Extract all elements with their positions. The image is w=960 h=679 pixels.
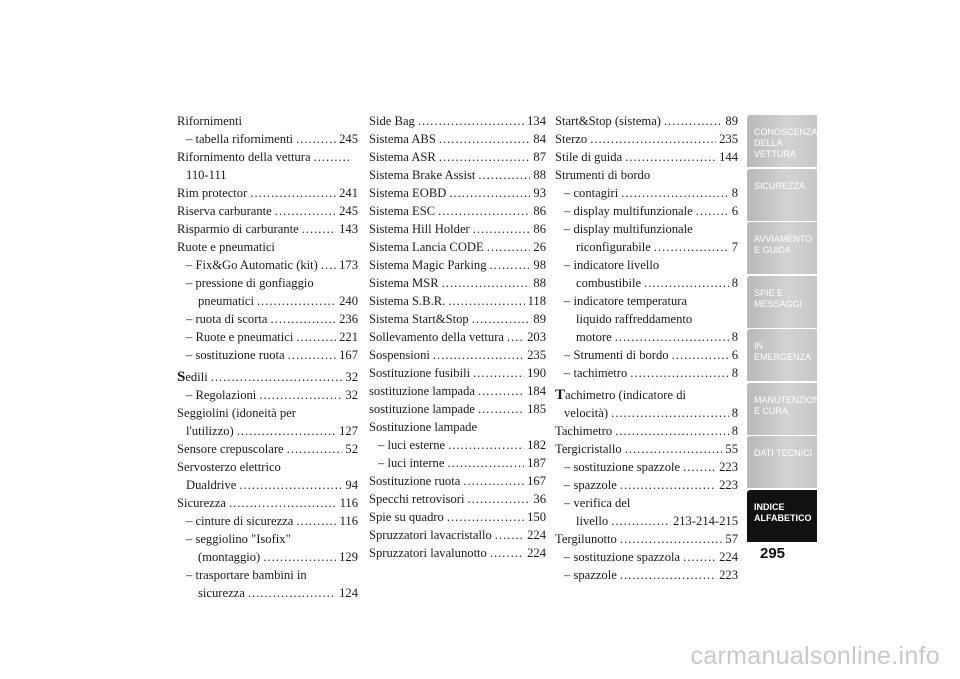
entry-text: Tachimetro (indicatore di — [555, 387, 687, 403]
entry-page: 213-214-215 — [672, 514, 738, 528]
entry-text: Spie su quadro — [369, 510, 444, 524]
leader-dots — [257, 292, 336, 310]
index-entry — [555, 566, 738, 584]
leader-dots — [442, 274, 531, 292]
leader-dots — [473, 220, 531, 238]
entry-page: 187 — [527, 456, 546, 470]
index-entry — [177, 220, 358, 238]
leader-dots — [302, 220, 336, 238]
leader-dots — [478, 400, 524, 418]
entry-text: Tergilunotto — [555, 532, 617, 546]
section-tab[interactable]: SICUREZZA — [747, 169, 817, 221]
entry-text: Sospensioni — [369, 348, 430, 362]
index-entry — [177, 404, 358, 440]
entry-page: 223 — [719, 478, 738, 492]
leader-dots — [620, 476, 716, 494]
index-entry — [369, 256, 546, 274]
entry-text: – seggiolino "Isofix" — [186, 532, 291, 546]
index-entry — [555, 476, 738, 494]
entry-text: – trasportare bambini in — [186, 568, 307, 582]
entry-text: – tabella rifornimenti — [186, 132, 294, 146]
entry-text: Rifornimento della vettura — [177, 150, 311, 164]
entry-page: 245 — [339, 132, 358, 146]
leader-dots — [611, 404, 729, 422]
entry-page: 7 — [731, 240, 738, 254]
entry-text: – Strumenti di bordo — [564, 348, 669, 362]
entry-page: 89 — [725, 114, 738, 128]
leader-dots — [418, 112, 524, 130]
index-entry — [369, 112, 546, 130]
entry-page: 173 — [339, 258, 358, 272]
leader-dots — [288, 346, 336, 364]
entry-text: – Regolazioni — [186, 388, 257, 402]
index-entry — [555, 530, 738, 548]
entry-page: 167 — [527, 474, 546, 488]
index-entry — [555, 148, 738, 166]
leader-dots — [654, 238, 729, 256]
leader-dots — [447, 454, 524, 472]
index-entry — [555, 130, 738, 148]
index-entry — [177, 148, 358, 184]
index-entry — [177, 328, 358, 346]
index-entry — [177, 202, 358, 220]
entry-page: 185 — [527, 402, 546, 416]
entry-page: 52 — [345, 442, 358, 456]
section-tab[interactable]: SPIE E MESSAGGI — [747, 276, 817, 328]
index-entry — [369, 274, 546, 292]
leader-dots — [495, 526, 524, 544]
index-entry — [369, 346, 546, 364]
leader-dots — [615, 422, 729, 440]
index-entry — [177, 130, 358, 148]
leader-dots — [683, 458, 716, 476]
leader-dots — [490, 256, 531, 274]
entry-page: 8 — [731, 186, 738, 200]
entry-page: 127 — [339, 424, 358, 438]
entry-page: 223 — [719, 568, 738, 582]
index-entry — [369, 436, 546, 454]
entry-text: Sistema ABS — [369, 132, 436, 146]
entry-text: Side Bag — [369, 114, 415, 128]
page-number: 295 — [760, 545, 786, 562]
leader-dots — [683, 548, 716, 566]
entry-text: Specchi retrovisori — [369, 492, 465, 506]
entry-page: 116 — [339, 496, 358, 510]
entry-text: – sostituzione ruota — [186, 348, 285, 362]
entry-text: Sistema Lancia CODE — [369, 240, 484, 254]
entry-page: 116 — [339, 514, 358, 528]
index-entry — [369, 148, 546, 166]
leader-dots — [611, 512, 670, 530]
entry-text: Ruote e pneumatici — [177, 240, 275, 254]
entry-text: sostituzione lampade — [369, 402, 475, 416]
leader-dots — [672, 346, 729, 364]
index-entry — [555, 386, 738, 422]
entry-page: 110-111 — [186, 168, 227, 182]
index-entry — [555, 346, 738, 364]
index-entry — [369, 544, 546, 562]
entry-page: 32 — [345, 370, 358, 384]
index-entry — [555, 494, 738, 530]
entry-page: 6 — [731, 204, 738, 218]
entry-text: Sensore crepuscolare — [177, 442, 284, 456]
entry-text: – Fix&Go Automatic (kit) — [186, 258, 318, 272]
entry-text: (montaggio) — [198, 550, 261, 564]
entry-page: 240 — [339, 294, 358, 308]
entry-page: 88 — [533, 276, 546, 290]
entry-text: – contagiri — [564, 186, 619, 200]
leader-dots — [296, 512, 336, 530]
leader-dots — [449, 184, 530, 202]
leader-dots — [615, 328, 729, 346]
index-entry — [555, 220, 738, 256]
leader-dots — [467, 490, 530, 508]
entry-text: – verifica del — [564, 496, 631, 510]
entry-page: 184 — [527, 384, 546, 398]
entry-text: – luci esterne — [378, 438, 446, 452]
index-entry — [369, 328, 546, 346]
entry-text: Sostituzione lampade — [369, 420, 478, 434]
index-entry — [555, 112, 738, 130]
entry-page: 8 — [731, 276, 738, 290]
entry-text: Strumenti di bordo — [555, 168, 651, 182]
entry-text: – display multifunzionale — [564, 222, 693, 236]
entry-text: – cinture di sicurezza — [186, 514, 294, 528]
entry-text: – display multifunzionale — [564, 204, 693, 218]
entry-text: Sistema ASR — [369, 150, 436, 164]
leader-dots — [250, 184, 336, 202]
entry-text: Sedili — [177, 369, 208, 385]
section-tab[interactable]: IN EMERGENZA — [747, 329, 817, 381]
entry-page: 8 — [731, 366, 738, 380]
entry-text: Start&Stop (sistema) — [555, 114, 661, 128]
leader-dots — [263, 548, 336, 566]
index-entry — [177, 386, 358, 404]
leader-dots — [487, 238, 531, 256]
index-entry — [177, 440, 358, 458]
leader-dots — [239, 476, 342, 494]
index-entry — [369, 184, 546, 202]
entry-text: riconfigurabile — [576, 240, 651, 254]
entry-page: 235 — [719, 132, 738, 146]
index-entry — [369, 490, 546, 508]
entry-text: Sicurezza — [177, 496, 226, 510]
leader-dots — [259, 386, 342, 404]
entry-text: Seggiolini (idoneità per — [177, 406, 296, 420]
entry-page: 84 — [533, 132, 546, 146]
index-entry — [369, 508, 546, 526]
index-column-1 — [177, 112, 358, 602]
index-entry — [177, 238, 358, 256]
entry-page: 88 — [533, 168, 546, 182]
index-entry — [369, 130, 546, 148]
leader-dots — [439, 148, 531, 166]
entry-text: – spazzole — [564, 568, 617, 582]
entry-page: 235 — [527, 348, 546, 362]
entry-text: – spazzole — [564, 478, 617, 492]
entry-text: Sistema Start&Stop — [369, 312, 469, 326]
leader-dots — [664, 112, 722, 130]
entry-text: Rim protector — [177, 186, 248, 200]
leader-dots — [463, 472, 524, 490]
index-entry — [369, 418, 546, 436]
leader-dots — [472, 310, 531, 328]
index-column-3 — [555, 112, 738, 584]
index-entry — [177, 458, 358, 494]
index-entry — [177, 274, 358, 310]
index-entry — [369, 400, 546, 418]
leader-dots — [270, 310, 336, 328]
entry-page: 86 — [533, 204, 546, 218]
index-entry — [177, 566, 358, 602]
leader-dots — [287, 440, 343, 458]
entry-page: 36 — [533, 492, 546, 506]
entry-page: 134 — [527, 114, 546, 128]
leader-dots — [211, 368, 343, 386]
entry-text: Tergicristallo — [555, 442, 622, 456]
leader-dots — [644, 274, 729, 292]
entry-text: Sistema EOBD — [369, 186, 447, 200]
entry-text: livello — [576, 514, 609, 528]
section-tab[interactable]: CONOSCENZA DELLA VETTURA — [747, 115, 817, 167]
entry-page: 124 — [339, 586, 358, 600]
entry-page: 143 — [339, 222, 358, 236]
entry-text: Sistema ESC — [369, 204, 436, 218]
index-entry — [369, 166, 546, 184]
leader-dots — [478, 382, 524, 400]
entry-text: – indicatore livello — [564, 258, 660, 272]
leader-dots — [438, 202, 530, 220]
leader-dots — [447, 508, 524, 526]
index-entry — [177, 112, 358, 130]
section-tab[interactable]: MANUTENZIONE E CURA — [747, 383, 817, 435]
leader-dots — [625, 148, 716, 166]
leader-dots — [321, 256, 336, 274]
entry-text: Spruzzatori lavalunotto — [369, 546, 487, 560]
entry-text: Sostituzione ruota — [369, 474, 461, 488]
leader-dots — [620, 530, 723, 548]
entry-page: 8 — [731, 330, 738, 344]
leader-dots — [439, 130, 531, 148]
entry-page: 182 — [527, 438, 546, 452]
leader-dots — [229, 494, 337, 512]
leader-dots — [630, 364, 728, 382]
entry-page: 32 — [345, 388, 358, 402]
entry-text: sostituzione lampada — [369, 384, 475, 398]
entry-page: 236 — [339, 312, 358, 326]
entry-text: Sistema Magic Parking — [369, 258, 487, 272]
entry-page: 93 — [533, 186, 546, 200]
index-entry — [555, 202, 738, 220]
leader-dots — [473, 364, 524, 382]
index-entry — [177, 368, 358, 386]
entry-text: Dualdrive — [186, 478, 237, 492]
entry-page: 87 — [533, 150, 546, 164]
entry-page: 167 — [339, 348, 358, 362]
entry-page: 57 — [725, 532, 738, 546]
entry-page: 98 — [533, 258, 546, 272]
entry-text: – tachimetro — [564, 366, 628, 380]
index-entry — [177, 310, 358, 328]
leader-dots — [248, 584, 336, 602]
entry-text: Tachimetro — [555, 424, 613, 438]
index-entry — [555, 184, 738, 202]
index-entry — [369, 526, 546, 544]
entry-page: 6 — [731, 348, 738, 362]
entry-page: 203 — [527, 330, 546, 344]
entry-page: 221 — [339, 330, 358, 344]
index-entry — [177, 494, 358, 512]
leader-dots — [696, 202, 729, 220]
entry-text: – indicatore temperatura — [564, 294, 688, 308]
leader-dots — [314, 148, 350, 166]
entry-page: 223 — [719, 460, 738, 474]
index-entry — [177, 512, 358, 530]
index-column-2 — [369, 112, 546, 562]
entry-text: Sistema Brake Assist — [369, 168, 476, 182]
entry-page: 144 — [719, 150, 738, 164]
entry-text: Sistema MSR — [369, 276, 439, 290]
index-entry — [555, 440, 738, 458]
entry-text: – sostituzione spazzole — [564, 460, 681, 474]
entry-text: velocità) — [564, 406, 609, 420]
index-entry — [369, 382, 546, 400]
entry-text: liquido raffreddamento — [576, 312, 693, 326]
entry-text: Spruzzatori lavacristallo — [369, 528, 492, 542]
leader-dots — [296, 328, 336, 346]
leader-dots — [433, 346, 524, 364]
leader-dots — [237, 422, 336, 440]
index-entry — [555, 292, 738, 346]
entry-page: 245 — [339, 204, 358, 218]
index-entry — [369, 220, 546, 238]
index-entry — [177, 184, 358, 202]
index-entry — [555, 548, 738, 566]
section-tab[interactable]: AVVIAMENTO E GUIDA — [747, 222, 817, 274]
index-entry — [555, 458, 738, 476]
entry-text: motore — [576, 330, 612, 344]
entry-page: 129 — [339, 550, 358, 564]
entry-text: – Ruote e pneumatici — [186, 330, 294, 344]
entry-text: Stile di guida — [555, 150, 623, 164]
entry-page: 241 — [339, 186, 358, 200]
entry-page: 86 — [533, 222, 546, 236]
index-entry — [369, 454, 546, 472]
leader-dots — [448, 292, 524, 310]
entry-page: 190 — [527, 366, 546, 380]
entry-text: l'utilizzo) — [186, 424, 234, 438]
index-entry — [555, 166, 738, 184]
index-entry — [369, 238, 546, 256]
entry-text: Risparmio di carburante — [177, 222, 299, 236]
leader-dots — [620, 566, 716, 584]
entry-text: Sistema S.B.R. — [369, 294, 446, 308]
watermark: carmanualsonline.info — [690, 642, 940, 670]
index-entry — [369, 472, 546, 490]
index-entry — [369, 292, 546, 310]
entry-page: 8 — [731, 406, 738, 420]
entry-text: Sistema Hill Holder — [369, 222, 470, 236]
leader-dots — [621, 184, 728, 202]
leader-dots — [507, 328, 524, 346]
entry-page: 224 — [719, 550, 738, 564]
entry-text: Riserva carburante — [177, 204, 272, 218]
entry-text: sicurezza — [198, 586, 245, 600]
entry-text: Servosterzo elettrico — [177, 460, 281, 474]
section-tabs — [747, 115, 826, 543]
entry-text: combustibile — [576, 276, 642, 290]
index-entry — [369, 310, 546, 328]
entry-page: 89 — [533, 312, 546, 326]
entry-page: 94 — [345, 478, 358, 492]
entry-text: Rifornimenti — [177, 114, 243, 128]
entry-page: 224 — [527, 528, 546, 542]
leader-dots — [275, 202, 336, 220]
section-tab[interactable]: DATI TECNICI — [747, 436, 817, 488]
entry-text: – pressione di gonfiaggio — [186, 276, 314, 290]
entry-page: 150 — [527, 510, 546, 524]
leader-dots — [625, 440, 723, 458]
index-entry — [177, 256, 358, 274]
entry-text: – luci interne — [378, 456, 445, 470]
entry-text: pneumatici — [198, 294, 254, 308]
section-tab[interactable]: INDICE ALFABETICO — [747, 490, 817, 542]
leader-dots — [490, 544, 524, 562]
entry-text: Sterzo — [555, 132, 588, 146]
entry-page: 224 — [527, 546, 546, 560]
index-entry — [177, 530, 358, 566]
index-entry — [555, 364, 738, 382]
entry-page: 55 — [725, 442, 738, 456]
index-entry — [555, 422, 738, 440]
entry-page: 118 — [527, 294, 546, 308]
entry-text: Sostituzione fusibili — [369, 366, 471, 380]
entry-page: 8 — [731, 424, 738, 438]
index-entry — [555, 256, 738, 292]
leader-dots — [478, 166, 530, 184]
entry-text: – ruota di scorta — [186, 312, 268, 326]
entry-text: – sostituzione spazzola — [564, 550, 681, 564]
entry-text: Sollevamento della vettura — [369, 330, 504, 344]
leader-dots — [590, 130, 716, 148]
index-entry — [177, 346, 358, 364]
leader-dots — [448, 436, 524, 454]
index-entry — [369, 364, 546, 382]
index-entry — [369, 202, 546, 220]
entry-page: 26 — [533, 240, 546, 254]
leader-dots — [296, 130, 336, 148]
